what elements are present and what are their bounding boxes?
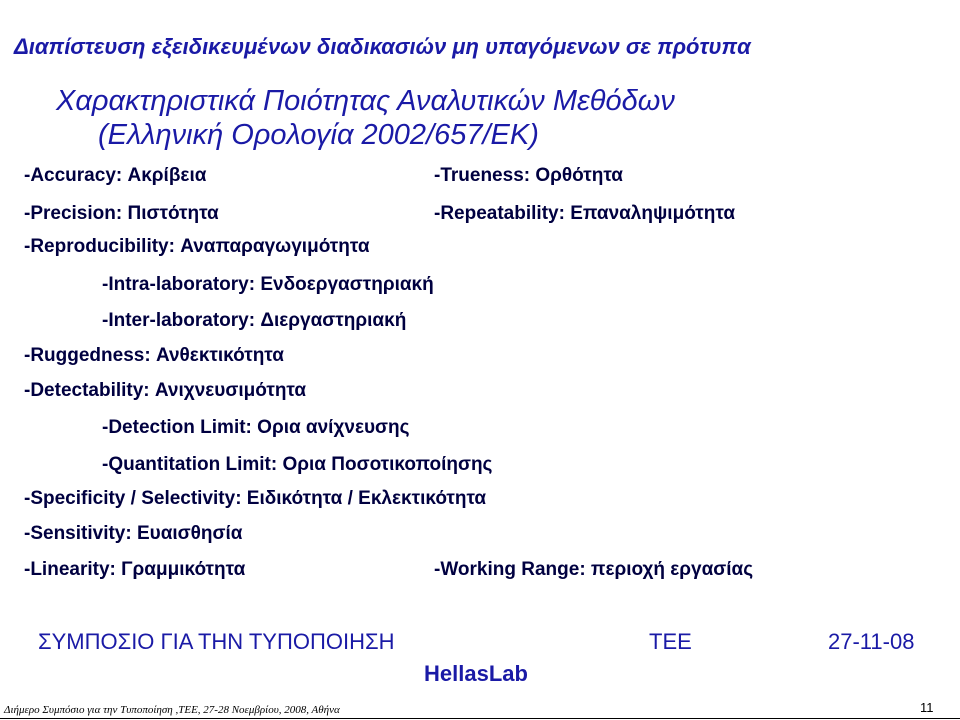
term-repeatability: -Repeatability: Επαναληψιμότητα: [434, 203, 735, 224]
term-detection-limit: -Detection Limit: Ορια ανίχνευσης: [102, 417, 410, 438]
footer-symposium: ΣΥΜΠΟΣΙΟ ΓΙΑ ΤΗΝ ΤΥΠΟΠΟΙΗΣΗ: [38, 629, 395, 654]
header-title: Διαπίστευση εξειδικευμένων διαδικασιών μη υπαγόμενων σε πρότυπα: [14, 34, 751, 59]
term-working-range: -Working Range: περιοχή εργασίας: [434, 559, 754, 580]
slide-subtitle: (Ελληνική Ορολογία 2002/657/ΕΚ): [98, 119, 539, 151]
bottom-note: Διήμερο Συμπόσιο για την Τυποποίηση ,ΤΕΕ, 27-28 Νοεμβρίου, 2008, Αθήνα: [4, 704, 340, 716]
term-accuracy: -Accuracy: Ακρίβεια: [24, 165, 207, 186]
footer-org: ΤΕΕ: [649, 629, 692, 654]
term-sensitivity: -Sensitivity: Ευαισθησία: [24, 523, 243, 544]
term-ruggedness: -Ruggedness: Ανθεκτικότητα: [24, 345, 284, 366]
term-inter-laboratory: -Inter-laboratory: Διεργαστηριακή: [102, 310, 407, 331]
slide-title: Χαρακτηριστικά Ποιότητας Αναλυτικών Μεθόδων: [56, 85, 675, 117]
term-precision: -Precision: Πιστότητα: [24, 203, 219, 224]
footer-date: 27-11-08: [828, 629, 915, 654]
term-linearity: -Linearity: Γραμμικότητα: [24, 559, 246, 580]
term-reproducibility: -Reproducibility: Αναπαραγωγιμότητα: [24, 236, 370, 257]
term-quantitation-limit: -Quantitation Limit: Ορια Ποσοτικοποίησης: [102, 454, 493, 475]
bottom-rule: [0, 718, 960, 719]
term-trueness: -Trueness: Ορθότητα: [434, 165, 623, 186]
page-number: 11: [920, 700, 934, 715]
term-intra-laboratory: -Intra-laboratory: Ενδοεργαστηριακή: [102, 274, 434, 295]
footer-lab: HellasLab: [424, 661, 528, 686]
term-specificity: -Specificity / Selectivity: Ειδικότητα / Εκλεκτικότητα: [24, 488, 487, 509]
term-detectability: -Detectability: Ανιχνευσιμότητα: [24, 380, 307, 401]
